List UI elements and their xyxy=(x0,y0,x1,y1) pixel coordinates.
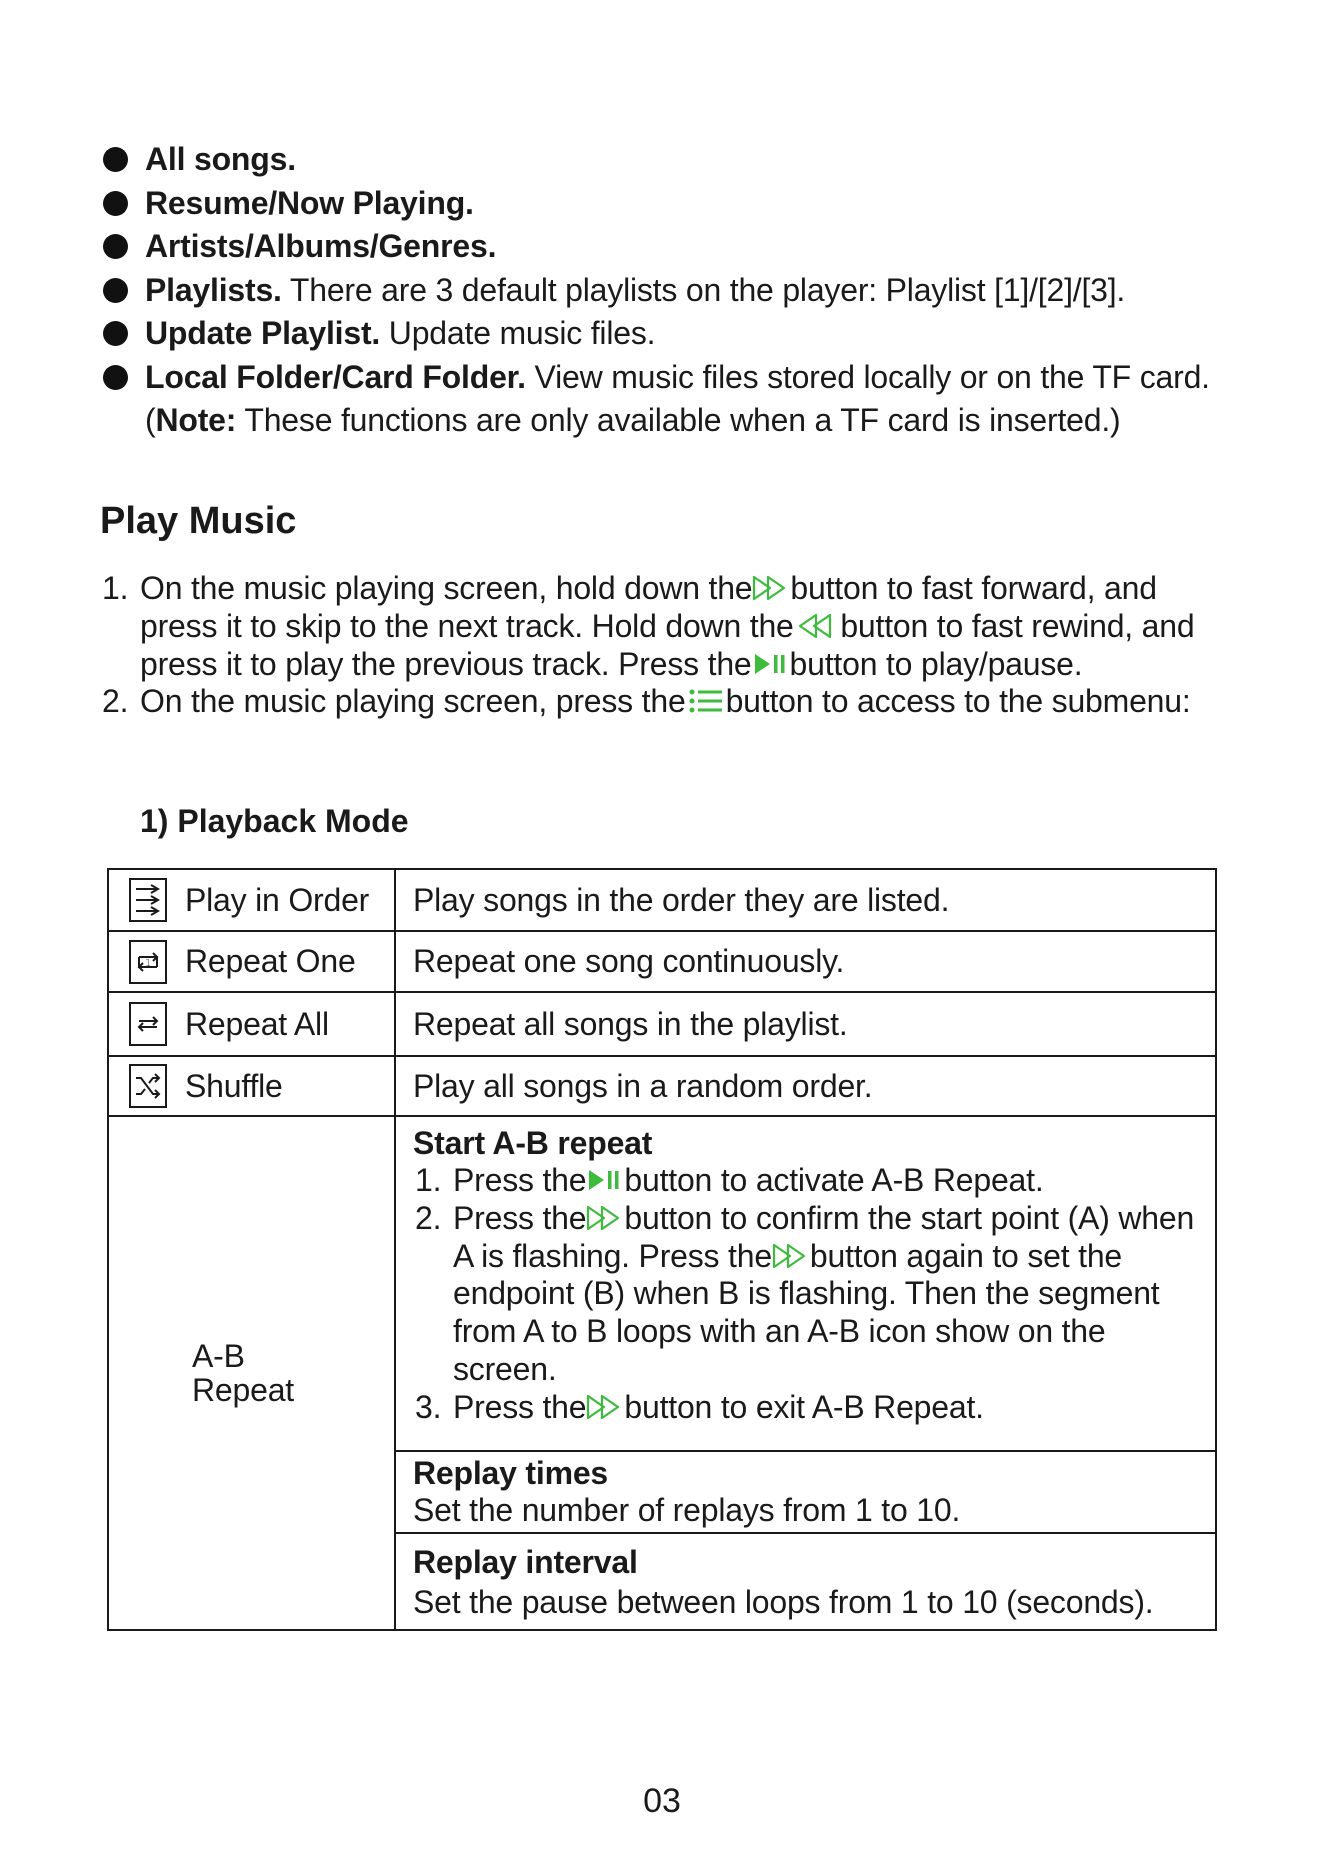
fast-forward-icon xyxy=(772,1242,810,1270)
menu-bullet-list xyxy=(103,138,1243,443)
bullet-dot xyxy=(103,191,128,216)
svg-text:1: 1 xyxy=(144,957,152,969)
list-item: 2. On the music playing screen, press the button to access to the submenu: xyxy=(102,683,1191,720)
ab-repeat-label: A-B Repeat xyxy=(108,1116,395,1630)
menu-list-icon xyxy=(686,687,726,715)
playback-mode-table xyxy=(107,868,1217,1631)
ab-repeat-steps xyxy=(413,1162,1215,1427)
list-item: 2. Press the button to confirm the start point (A) when A is flashing. Press the button again to set the endpoint (B) when B is flashing. Then the segment from A to B loops with an A-B icon show on the screen. xyxy=(415,1199,1195,1387)
repeat-one-icon xyxy=(129,940,167,984)
ab-repeat-steps-cell: Start A-B repeat 1. Press the button to activate A-B Repeat. 2. Press the button to confirm the start point (A) when A is flashing. Press the button again to set the endpoint (B) when B is flashing. Then the segment from A to B loops with an A-B icon show on the screen. 3. Press the button to exit A-B Repeat. xyxy=(395,1116,1216,1451)
list-item: Playlists. There are 3 default playlists on the player: Playlist [1]/[2]/[3]. xyxy=(103,269,1243,313)
list-item: Artists/Albums/Genres. xyxy=(103,225,1243,269)
bullet-dot xyxy=(103,147,128,172)
play-in-order-icon xyxy=(129,878,167,922)
fast-forward-icon xyxy=(752,574,790,602)
play-steps-list xyxy=(100,570,1240,721)
table-row: Shuffle Play all songs in a random order. xyxy=(108,1056,1216,1116)
shuffle-icon xyxy=(129,1064,167,1108)
table-row xyxy=(108,1116,1216,1451)
fast-forward-icon xyxy=(586,1204,624,1232)
list-item: 1. On the music playing screen, hold down the button to fast forward, and press it to skip to the next track. Hold down the button to fast rewind, and press it to play the previous track. Press the button to play/pause. xyxy=(102,570,1195,682)
repeat-all-icon xyxy=(129,1002,167,1046)
replay-interval-cell: Replay interval Set the pause between loops from 1 to 10 (seconds). xyxy=(395,1533,1216,1630)
bullet-dot xyxy=(103,278,128,303)
list-item: 3. Press the button to exit A-B Repeat. xyxy=(415,1388,984,1425)
table-row: Repeat All Repeat all songs in the playlist. xyxy=(108,992,1216,1056)
list-item: 1. Press the button to activate A-B Repeat. xyxy=(415,1162,1044,1198)
rewind-icon xyxy=(794,612,832,640)
section-heading: Play Music xyxy=(100,500,297,542)
table-row: Play in Order Play songs in the order they are listed. xyxy=(108,869,1216,931)
play-pause-icon xyxy=(752,650,790,678)
bullet-dot xyxy=(103,321,128,346)
replay-times-cell: Replay times Set the number of replays from 1 to 10. xyxy=(395,1451,1216,1533)
list-item: Update Playlist. Update music files. xyxy=(103,312,1243,356)
bullet-dot xyxy=(103,365,128,390)
fast-forward-icon xyxy=(586,1393,624,1421)
bullet-dot xyxy=(103,234,128,259)
table-row: 1 Repeat One Repeat one song continuously. xyxy=(108,931,1216,992)
page-number: 03 xyxy=(643,1782,681,1820)
list-item: Resume/Now Playing. xyxy=(103,182,1243,226)
playback-mode-heading: 1) Playback Mode xyxy=(140,803,409,839)
list-item: All songs. xyxy=(103,138,1243,182)
list-item: Local Folder/Card Folder. View music files stored locally or on the TF card. (Note: These functions are only available when a TF card is inserted.) xyxy=(103,356,1243,443)
play-pause-icon xyxy=(586,1166,624,1194)
